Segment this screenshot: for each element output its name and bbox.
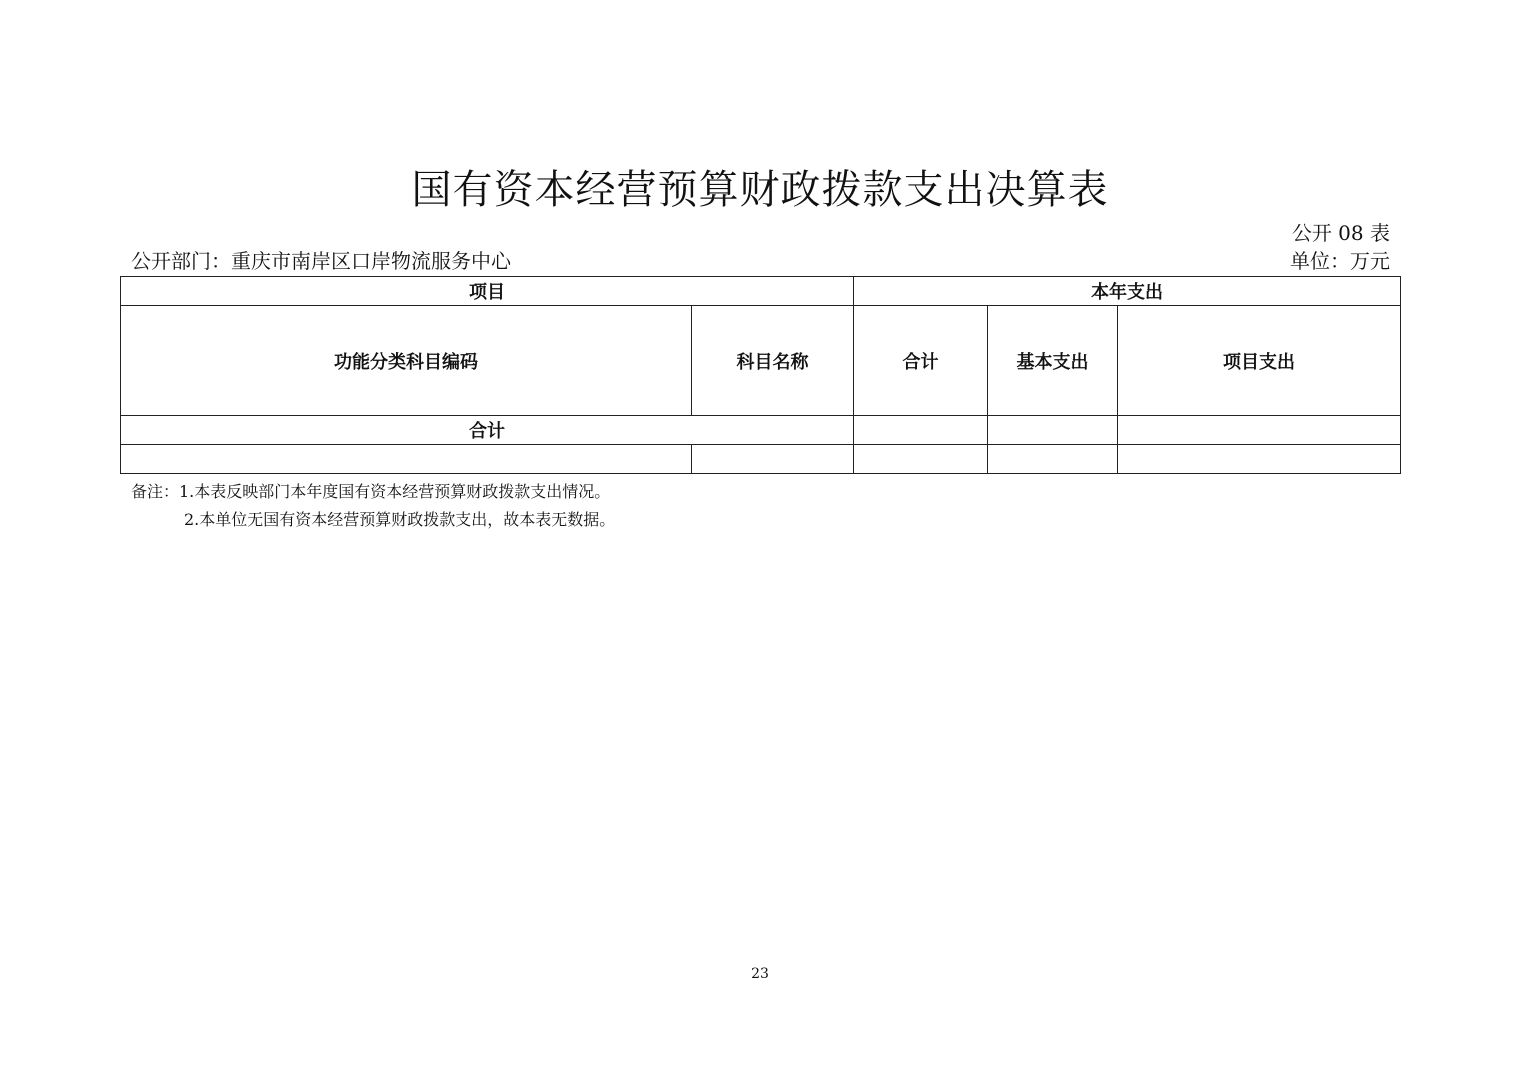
header-function-code: 功能分类科目编码: [121, 306, 692, 416]
department-label: 公开部门：重庆市南岸区口岸物流服务中心: [131, 249, 511, 273]
header-project-expense: 项目支出: [1118, 306, 1401, 416]
unit-label: 单位：万元: [1290, 249, 1390, 273]
form-number: 公开 08 表: [1291, 221, 1390, 245]
notes: [131, 478, 615, 534]
group-header-row: [121, 277, 1401, 306]
row-name-cell: [692, 445, 854, 474]
column-header-row: [121, 306, 1401, 416]
note-line-1: 备注：1.本表反映部门本年度国有资本经营预算财政拨款支出情况。: [131, 482, 611, 501]
header-basic-expense: 基本支出: [988, 306, 1118, 416]
header-current-year-expense: 本年支出: [854, 277, 1401, 306]
header-item: 项目: [121, 277, 854, 306]
expense-table: [120, 276, 1401, 474]
note-line-2: 2.本单位无国有资本经营预算财政拨款支出，故本表无数据。: [184, 510, 616, 529]
total-cell: [854, 416, 988, 445]
table-row: [121, 445, 1401, 474]
header-total: 合计: [854, 306, 988, 416]
total-label: 合计: [121, 416, 854, 445]
row-project-cell: [1118, 445, 1401, 474]
total-basic-cell: [988, 416, 1118, 445]
total-project-cell: [1118, 416, 1401, 445]
row-basic-cell: [988, 445, 1118, 474]
total-row: [121, 416, 1401, 445]
header-subject-name: 科目名称: [692, 306, 854, 416]
page-title: 国有资本经营预算财政拨款支出决算表: [411, 167, 1109, 213]
row-total-cell: [854, 445, 988, 474]
page-number: 23: [751, 966, 769, 982]
row-code-cell: [121, 445, 692, 474]
